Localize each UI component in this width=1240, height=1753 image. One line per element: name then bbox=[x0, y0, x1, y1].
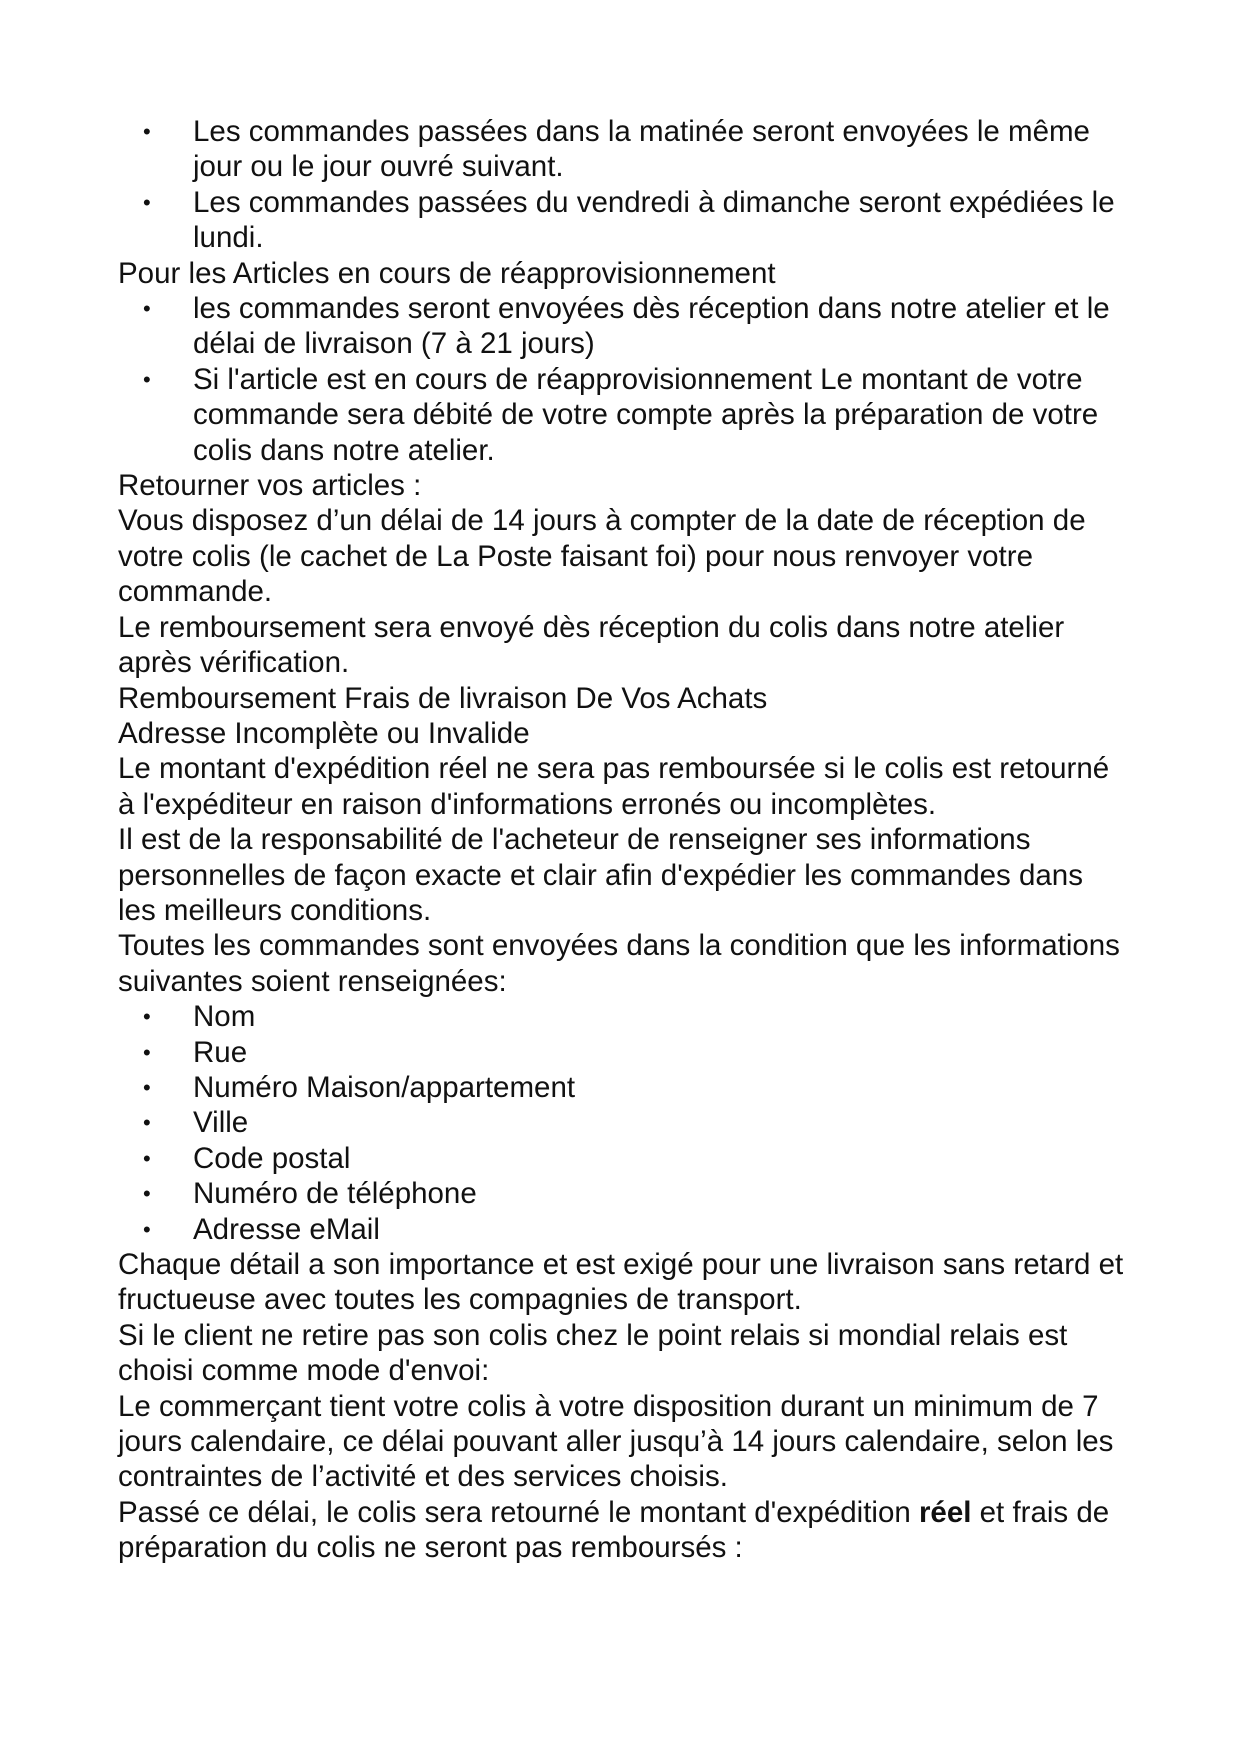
required-info-list bbox=[118, 999, 1128, 1247]
detail-paragraph: Chaque détail a son importance et est exigé pour une livraison sans retard et fructueuse avec toutes les compagnies de transport. bbox=[118, 1248, 1124, 1317]
list-item: • Numéro Maison/appartement bbox=[143, 1070, 576, 1104]
bullet-icon: • bbox=[143, 296, 151, 322]
list-item: • Nom bbox=[143, 1000, 256, 1034]
relay-paragraph: Si le client ne retire pas son colis chez le point relais si mondial relais est choisi comme mode d'envoi: bbox=[118, 1318, 1068, 1388]
list-item: • les commandes seront envoyées dès réception dans notre atelier et le délai de livraison (7 à 21 jours) bbox=[143, 292, 1110, 361]
responsibility-paragraph: Il est de la responsabilité de l'acheteur de renseigner ses informations personnelles de façon exacte et clair afin d'expédier les commandes dans les meilleurs conditions. bbox=[118, 823, 1083, 927]
shipping-refund-heading: Remboursement Frais de livraison De Vos Achats bbox=[118, 681, 768, 715]
return-heading: Retourner vos articles : bbox=[118, 469, 422, 503]
bullet-icon: • bbox=[143, 119, 151, 144]
address-heading: Adresse Incomplète ou Invalide bbox=[118, 716, 530, 750]
bullet-icon: • bbox=[143, 189, 151, 215]
emphasis-text: réel bbox=[918, 1495, 972, 1529]
list-item: • Ville bbox=[143, 1106, 249, 1140]
bullet-icon: • bbox=[143, 1181, 151, 1207]
bullet-icon: • bbox=[143, 1145, 151, 1171]
bullet-icon: • bbox=[143, 1110, 151, 1136]
document-page bbox=[118, 114, 1128, 1566]
same-day-shipping-list bbox=[118, 114, 1128, 256]
bullet-icon: • bbox=[143, 1074, 151, 1100]
restock-list bbox=[118, 291, 1128, 468]
merchant-paragraph: Le commerçant tient votre colis à votre disposition durant un minimum de 7 jours calendaire, ce délai pouvant aller jusqu’à 14 jours calendaire, selon les contraintes de l’activité et des services choisis. bbox=[118, 1389, 1114, 1494]
address-paragraph: Le montant d'expédition réel ne sera pas remboursée si le colis est retourné à l'expéditeur en raison d'informations erronés ou incomplètes. bbox=[118, 752, 1110, 821]
list-item: • Rue bbox=[143, 1035, 248, 1069]
final-paragraph: Passé ce délai, le colis sera retourné le montant d'expédition réel et frais de préparation du colis ne seront pas remboursés : bbox=[118, 1495, 1110, 1565]
list-item: • Si l'article est en cours de réapprovisionnement Le montant de votre commande sera débité de votre compte après la préparation de votre colis dans notre atelier. bbox=[143, 362, 1099, 467]
list-item: • Les commandes passées dans la matinée seront envoyées le même jour ou le jour ouvré suivant. bbox=[143, 115, 1090, 184]
return-paragraph: Vous disposez d’un délai de 14 jours à compter de la date de réception de votre colis (le cachet de La Poste faisant foi) pour nous renvoyer votre commande. bbox=[118, 504, 1086, 609]
list-item: • Code postal bbox=[143, 1141, 351, 1175]
conditions-paragraph: Toutes les commandes sont envoyées dans la condition que les informations suivantes soient renseignées: bbox=[118, 929, 1120, 998]
bullet-icon: • bbox=[143, 1039, 151, 1065]
list-item: • Les commandes passées du vendredi à dimanche seront expédiées le lundi. bbox=[143, 185, 1115, 255]
refund-paragraph: Le remboursement sera envoyé dès réception du colis dans notre atelier après vérification. bbox=[118, 610, 1065, 680]
bullet-icon: • bbox=[143, 1216, 151, 1242]
bullet-icon: • bbox=[143, 366, 151, 392]
list-item: • Adresse eMail bbox=[143, 1212, 380, 1246]
list-item: • Numéro de téléphone bbox=[143, 1177, 477, 1211]
bullet-icon: • bbox=[143, 1004, 151, 1030]
restock-heading: Pour les Articles en cours de réapprovisionnement bbox=[118, 256, 776, 290]
